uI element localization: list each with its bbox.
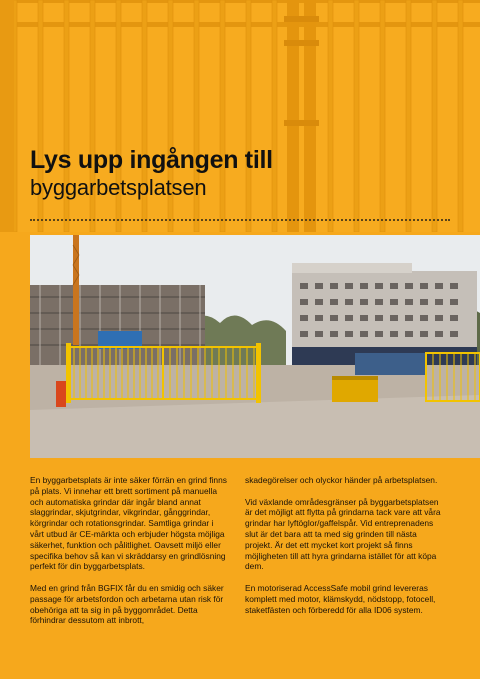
construction-site-illustration (30, 235, 480, 458)
page-subtitle: byggarbetsplatsen (30, 175, 207, 200)
paragraph: En motoriserad AccessSafe mobil grind levereras komplett med motor, klämskydd, nödstopp, fotocell, staketfästen och förberedd för alla ID06 system. (245, 582, 436, 615)
heading-block (30, 146, 470, 202)
paragraph: skadegörelser och olyckor händer på arbetsplatsen. (245, 475, 438, 485)
header-gate-graphic (0, 0, 480, 232)
paragraph: En byggarbetsplats är inte säker förrän en grind finns på plats. Vi innehar ett brett sortiment på manuella och automatiska grindar där ingår bland annat slaggrindar, skjutgrindar, vikgrindar, gånggrindar, körgrindar och rotationsgrindar. Samtliga grindar i vårt utbud är CE-märkta och erbjuder högsta möjliga säkerhet, funktion och pålitlighet. Oavsett miljö eller specifika behov så kan vi skräddarsy en grindlösning perfekt för din byggarbetsplats. (30, 475, 227, 572)
dotted-divider (30, 219, 450, 221)
paragraph: Med en grind från BGFIX får du en smidig och säker passage för arbetsfordon och arbetarna utan risk för obehöriga att ta sig in på byggområdet. Detta förhindrar dessutom att inbrott, (30, 582, 224, 626)
page-title: Lys upp ingången till (30, 146, 273, 174)
construction-site-photo (30, 235, 480, 458)
body-column-left (30, 475, 228, 637)
body-column-right (245, 475, 443, 626)
body-text (30, 475, 450, 665)
paragraph: Vid växlande områdesgränser på byggarbetsplatsen är det möjligt att flytta på grindarna tack vare att våra grindar har lyftöglor/gaffelspår. Vid entreprenadens slut är det bara att ta med sig grinden till nästa projekt. Är det ett mycket kort projekt så finns möjligheten till att hyra grindarna istället för att köpa dem. (245, 496, 441, 572)
